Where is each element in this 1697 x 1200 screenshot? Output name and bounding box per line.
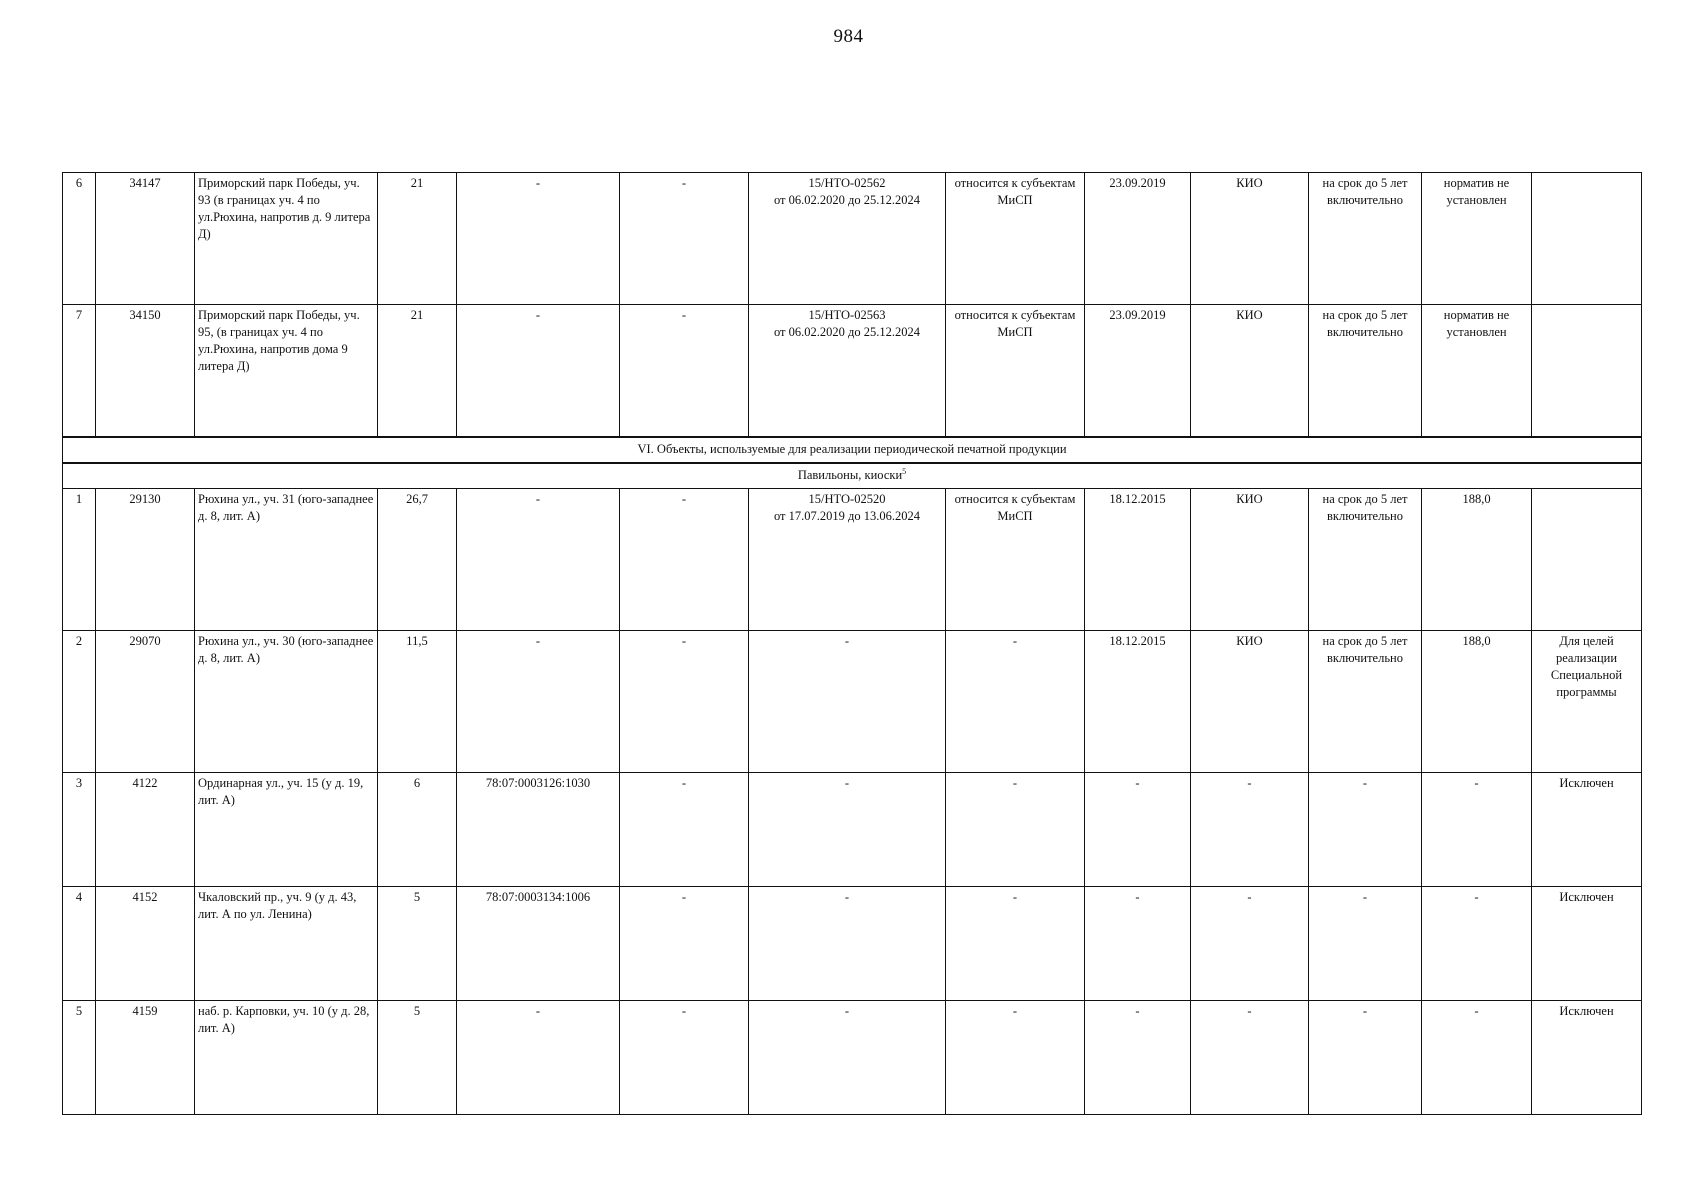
cell-contract [749, 886, 946, 1000]
cell-org: КИО [1191, 488, 1309, 630]
cell-subject: относится к субъектам МиСП [946, 305, 1085, 437]
cell-note: Исключен [1532, 886, 1642, 1000]
cell-term: на срок до 5 лет включительно [1309, 305, 1422, 437]
cell-norm: 188,0 [1422, 488, 1532, 630]
table-section-header [63, 437, 1642, 489]
cell-cadastral: 78:07:0003126:1030 [457, 772, 620, 886]
cell-col6: - [620, 886, 749, 1000]
cell-cadastral: 78:07:0003134:1006 [457, 886, 620, 1000]
cell-subject: - [946, 886, 1085, 1000]
cell-num: 1 [63, 488, 96, 630]
cell-note [1532, 305, 1642, 437]
cell-num: 5 [63, 1000, 96, 1114]
cell-area: 11,5 [378, 630, 457, 772]
cell-contract-number: - [844, 1003, 850, 1018]
cell-contract-number: - [844, 633, 850, 648]
cell-address: наб. р. Карповки, уч. 10 (у д. 28, лит. А) [195, 1000, 378, 1114]
cell-contract-number: 15/НТО-02563 [808, 308, 886, 322]
subsection-footnote-mark: 5 [902, 466, 907, 476]
cell-col6: - [620, 772, 749, 886]
table-row [63, 630, 1642, 772]
cell-org: КИО [1191, 173, 1309, 305]
cell-org: КИО [1191, 630, 1309, 772]
cell-id: 34150 [96, 305, 195, 437]
cell-org: - [1191, 772, 1309, 886]
cell-note [1532, 173, 1642, 305]
cell-cadastral: - [457, 630, 620, 772]
cell-area: 5 [378, 1000, 457, 1114]
cell-org: - [1191, 886, 1309, 1000]
subsection-row [63, 463, 1642, 489]
cell-date: - [1085, 886, 1191, 1000]
cell-address: Ординарная ул., уч. 15 (у д. 19, лит. А) [195, 772, 378, 886]
cell-col6: - [620, 173, 749, 305]
cell-norm: норматив не установлен [1422, 173, 1532, 305]
cell-term: - [1309, 1000, 1422, 1114]
cell-org: КИО [1191, 305, 1309, 437]
cell-contract-number: - [844, 889, 850, 904]
cell-id: 4159 [96, 1000, 195, 1114]
cell-note [1532, 488, 1642, 630]
cell-contract [749, 173, 946, 305]
cell-subject: - [946, 1000, 1085, 1114]
cell-cadastral: - [457, 173, 620, 305]
cell-subject: относится к субъектам МиСП [946, 173, 1085, 305]
cell-area: 26,7 [378, 488, 457, 630]
page-number: 984 [833, 26, 864, 47]
subsection-title: Павильоны, киоски [797, 467, 903, 482]
cell-note: Исключен [1532, 772, 1642, 886]
cell-id: 4122 [96, 772, 195, 886]
table-body-top [63, 173, 1642, 437]
cell-address: Рюхина ул., уч. 30 (юго-западнее д. 8, лит. А) [195, 630, 378, 772]
cell-id: 29070 [96, 630, 195, 772]
cell-id: 4152 [96, 886, 195, 1000]
table-row [63, 772, 1642, 886]
cell-note: Для целей реализации Специальной программы [1532, 630, 1642, 772]
cell-note: Исключен [1532, 1000, 1642, 1114]
cell-term: на срок до 5 лет включительно [1309, 488, 1422, 630]
cell-date: 23.09.2019 [1085, 173, 1191, 305]
cell-col6: - [620, 1000, 749, 1114]
cell-num: 2 [63, 630, 96, 772]
table-row [63, 488, 1642, 630]
cell-norm: - [1422, 772, 1532, 886]
cell-area: 6 [378, 772, 457, 886]
cell-date: 18.12.2015 [1085, 630, 1191, 772]
cell-id: 34147 [96, 173, 195, 305]
cell-num: 7 [63, 305, 96, 437]
cell-date: - [1085, 1000, 1191, 1114]
cell-contract [749, 305, 946, 437]
cell-cadastral: - [457, 488, 620, 630]
cell-address: Чкаловский пр., уч. 9 (у д. 43, лит. А по ул. Ленина) [195, 886, 378, 1000]
section-row [63, 437, 1642, 463]
cell-contract [749, 630, 946, 772]
cell-term: - [1309, 886, 1422, 1000]
cell-num: 4 [63, 886, 96, 1000]
cell-norm: - [1422, 886, 1532, 1000]
cell-cadastral: - [457, 305, 620, 437]
cell-date: 18.12.2015 [1085, 488, 1191, 630]
cell-contract-period: от 17.07.2019 до 13.06.2024 [773, 508, 921, 523]
cell-contract [749, 488, 946, 630]
cell-norm: 188,0 [1422, 630, 1532, 772]
cell-col6: - [620, 488, 749, 630]
cell-address: Рюхина ул., уч. 31 (юго-западнее д. 8, лит. А) [195, 488, 378, 630]
cell-area: 5 [378, 886, 457, 1000]
cell-address: Приморский парк Победы, уч. 93 (в границах уч. 4 по ул.Рюхина, напротив д. 9 литера Д) [195, 173, 378, 305]
cell-contract-number: 15/НТО-02562 [808, 176, 886, 190]
cell-contract-number: 15/НТО-02520 [808, 491, 886, 506]
table-body-bottom [63, 488, 1642, 1114]
objects-table [62, 172, 1642, 1115]
cell-norm: норматив не установлен [1422, 305, 1532, 437]
cell-contract-period: от 06.02.2020 до 25.12.2024 [773, 325, 921, 339]
section-title: VI. Объекты, используемые для реализации периодической печатной продукции [63, 437, 1642, 463]
cell-term: на срок до 5 лет включительно [1309, 173, 1422, 305]
table-row [63, 1000, 1642, 1114]
cell-contract-number: - [844, 775, 850, 790]
cell-org: - [1191, 1000, 1309, 1114]
cell-norm: - [1422, 1000, 1532, 1114]
table-row [63, 886, 1642, 1000]
cell-id: 29130 [96, 488, 195, 630]
cell-contract-period: от 06.02.2020 до 25.12.2024 [773, 193, 921, 207]
cell-area: 21 [378, 173, 457, 305]
cell-subject: - [946, 630, 1085, 772]
cell-num: 6 [63, 173, 96, 305]
cell-date: - [1085, 772, 1191, 886]
cell-subject: относится к субъектам МиСП [946, 488, 1085, 630]
cell-col6: - [620, 630, 749, 772]
cell-col6: - [620, 305, 749, 437]
cell-subject: - [946, 772, 1085, 886]
cell-num: 3 [63, 772, 96, 886]
cell-contract [749, 1000, 946, 1114]
cell-address: Приморский парк Победы, уч. 95, (в границах уч. 4 по ул.Рюхина, напротив дома 9 литера Д) [195, 305, 378, 437]
table-row [63, 173, 1642, 305]
table-row [63, 305, 1642, 437]
cell-term: на срок до 5 лет включительно [1309, 630, 1422, 772]
subsection-cell [63, 463, 1642, 489]
cell-cadastral: - [457, 1000, 620, 1114]
cell-area: 21 [378, 305, 457, 437]
cell-term: - [1309, 772, 1422, 886]
cell-contract [749, 772, 946, 886]
cell-date: 23.09.2019 [1085, 305, 1191, 437]
